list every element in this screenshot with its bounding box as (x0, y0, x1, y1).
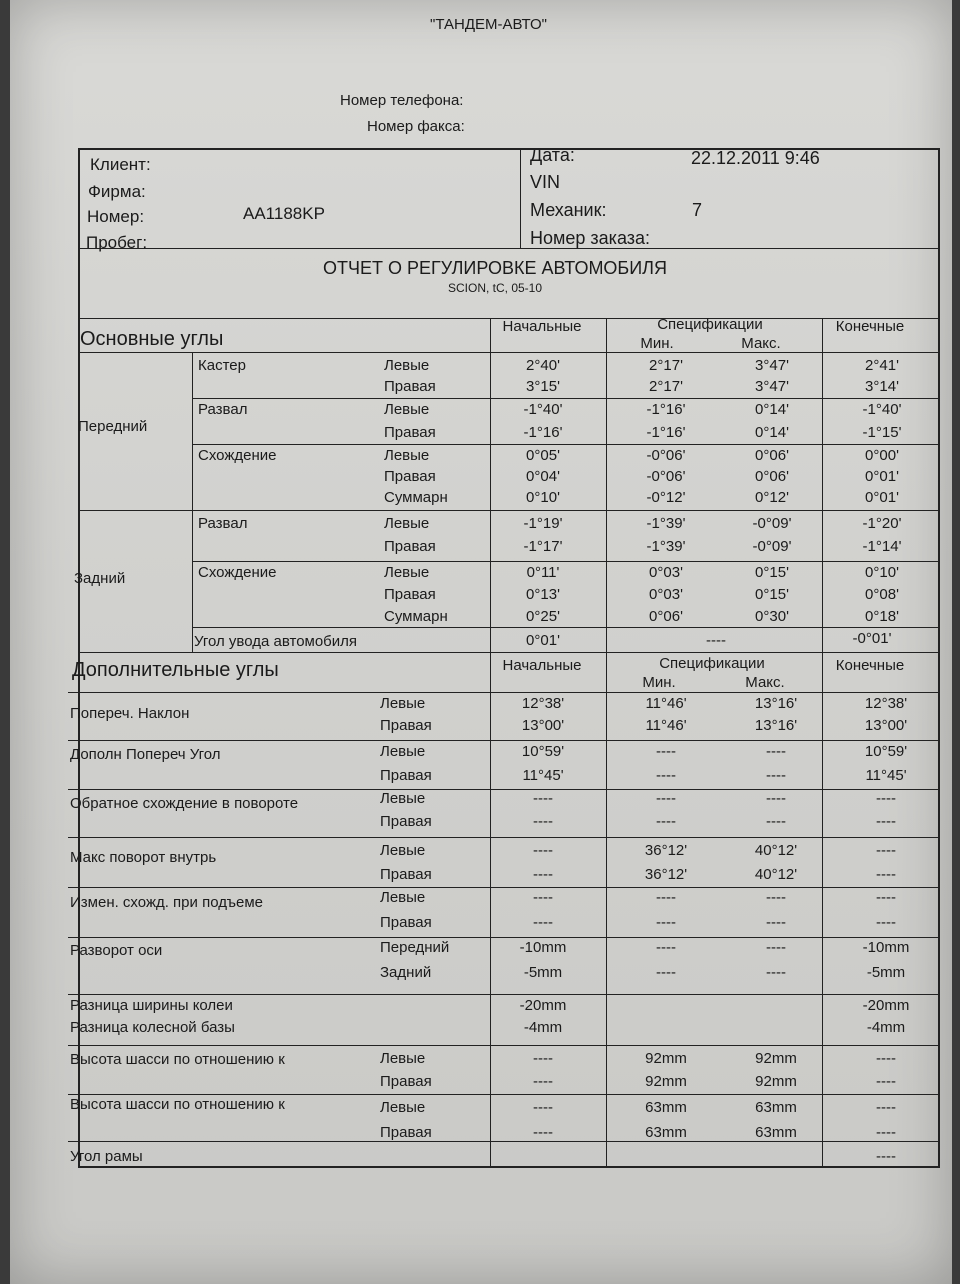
extra-col-spec: Спецификации (659, 655, 765, 672)
divider (78, 652, 940, 653)
initial-value: 10°59' (521, 743, 565, 760)
spec-max-value: 0°14' (755, 401, 789, 418)
spec-min-value: 36°12' (644, 842, 688, 859)
spec-min-value: 0°03' (649, 586, 683, 603)
final-value: 13°00' (864, 717, 908, 734)
client-label: Клиент: (90, 155, 151, 174)
side-label: Правая (380, 717, 432, 734)
extra-col-max: Макс. (745, 674, 785, 691)
initial-value: ---- (533, 1050, 553, 1067)
final-value: ---- (876, 866, 896, 883)
number-label: Номер: (87, 207, 145, 226)
spec-max-value: ---- (766, 964, 786, 981)
side-label: Левые (384, 447, 430, 464)
final-value: -10mm (862, 939, 910, 956)
order-label: Номер заказа: (530, 228, 651, 248)
spec-max-value: 13°16' (754, 695, 798, 712)
side-label: Правая (384, 424, 436, 441)
spec-max-value: 63mm (755, 1099, 797, 1116)
initial-value: -1°16' (523, 424, 563, 441)
initial-value: ---- (533, 866, 553, 883)
thrust-label: Угол увода автомобиля (194, 633, 358, 650)
final-value: 0°01' (865, 468, 899, 485)
spec-max-value: 0°14' (755, 424, 789, 441)
extra-col-min: Мин. (642, 674, 676, 691)
final-value: -20mm (862, 997, 910, 1014)
angle-group-label: Схождение (198, 564, 277, 581)
side-label: Правая (384, 468, 436, 485)
initial-value: -10mm (519, 939, 567, 956)
initial-value: -20mm (519, 997, 567, 1014)
spec-min-value: 2°17' (649, 378, 683, 395)
row-label: Разворот оси (70, 942, 163, 959)
side-label: Правая (380, 914, 432, 931)
side-label: Правая (380, 1124, 432, 1141)
initial-value: ---- (533, 813, 553, 830)
final-value: -1°14' (862, 538, 902, 555)
report-title: ОТЧЕТ О РЕГУЛИРОВКЕ АВТОМОБИЛЯ (322, 258, 668, 278)
final-value: 2°41' (865, 357, 899, 374)
final-value: 3°14' (865, 378, 899, 395)
col-max: Макс. (741, 335, 781, 352)
thrust-spec: ---- (706, 632, 726, 649)
side-label: Задний (380, 964, 432, 981)
final-value: 0°18' (865, 608, 899, 625)
spec-max-value: 0°06' (755, 447, 789, 464)
spec-min-value: -0°06' (646, 468, 686, 485)
side-label: Левые (380, 743, 426, 760)
initial-value: ---- (533, 1124, 553, 1141)
side-label: Левые (380, 1099, 426, 1116)
row-label: Попереч. Наклон (70, 705, 190, 722)
divider (78, 248, 940, 249)
initial-value: -1°19' (523, 515, 563, 532)
initial-value: -1°17' (523, 538, 563, 555)
spec-max-value: 40°12' (754, 866, 798, 883)
angle-group-label: Кастер (198, 357, 246, 374)
spec-min-value: 36°12' (644, 866, 688, 883)
thrust-final: -0°01' (852, 630, 892, 647)
initial-value: 0°10' (526, 489, 560, 506)
firm-label: Фирма: (88, 182, 146, 201)
divider (68, 837, 940, 838)
spec-min-value: ---- (656, 939, 676, 956)
extra-col-initial: Начальные (502, 657, 582, 674)
row-label: Высота шасси по отношению к (70, 1051, 285, 1068)
spec-min-value: -1°16' (646, 401, 686, 418)
date-label: Дата: (530, 145, 575, 165)
spec-min-value: -0°06' (646, 447, 686, 464)
final-value: ---- (876, 842, 896, 859)
divider (68, 1045, 940, 1046)
spec-max-value: -0°09' (752, 515, 792, 532)
spec-min-value: 2°17' (649, 357, 683, 374)
divider (68, 692, 940, 693)
spec-min-value: -1°39' (646, 538, 686, 555)
final-value: ---- (876, 914, 896, 931)
row-label: Угол рамы (70, 1148, 143, 1165)
spec-max-value: 92mm (755, 1073, 797, 1090)
spec-max-value: 0°12' (755, 489, 789, 506)
divider (68, 789, 940, 790)
side-label: Суммарн (384, 608, 448, 625)
angle-group-label: Развал (198, 401, 248, 418)
extra-angles-heading: Дополнительные углы (72, 659, 279, 681)
col-min: Мин. (640, 335, 674, 352)
spec-min-value: 11°46' (645, 717, 687, 734)
spec-min-value: 0°03' (649, 564, 683, 581)
spec-min-value: ---- (656, 964, 676, 981)
side-label: Правая (380, 1073, 432, 1090)
final-value: 0°01' (865, 489, 899, 506)
thrust-initial: 0°01' (526, 632, 560, 649)
spec-min-value: 63mm (645, 1099, 687, 1116)
initial-value: 0°11' (526, 564, 560, 581)
row-label: Дополн Попереч Угол (70, 746, 221, 763)
spec-min-value: 63mm (645, 1124, 687, 1141)
initial-value: 13°00' (521, 717, 565, 734)
spec-min-value: -0°12' (646, 489, 686, 506)
spec-min-value: 92mm (645, 1073, 687, 1090)
spec-min-value: -1°16' (646, 424, 686, 441)
initial-value: -5mm (523, 964, 563, 981)
spec-min-value: ---- (656, 743, 676, 760)
spec-max-value: ---- (766, 914, 786, 931)
spec-min-value: 0°06' (649, 608, 683, 625)
number-value: AA1188KP (243, 204, 325, 223)
final-value: 12°38' (864, 695, 908, 712)
row-label: Разница ширины колеи (70, 997, 233, 1014)
angle-group-label: Развал (198, 515, 248, 532)
initial-value: 0°25' (526, 608, 560, 625)
side-label: Левые (380, 790, 426, 807)
final-value: -5mm (866, 964, 906, 981)
spec-min-value: 11°46' (645, 695, 687, 712)
angle-group-label: Схождение (198, 447, 277, 464)
spec-max-value: ---- (766, 939, 786, 956)
final-value: ---- (876, 889, 896, 906)
spec-max-value: 13°16' (754, 717, 798, 734)
side-label: Левые (384, 401, 430, 418)
spec-max-value: 0°06' (755, 468, 789, 485)
final-value: -1°15' (862, 424, 902, 441)
extra-col-final: Конечные (835, 657, 905, 674)
initial-value: -4mm (523, 1019, 563, 1036)
divider (606, 318, 607, 1168)
side-label: Правая (380, 866, 432, 883)
side-label: Правая (380, 767, 432, 784)
final-value: 0°08' (865, 586, 899, 603)
divider (68, 887, 940, 888)
document-page (10, 0, 952, 1284)
rear-label: Задний (74, 570, 126, 587)
divider (68, 994, 940, 995)
side-label: Левые (384, 515, 430, 532)
initial-value: 12°38' (521, 695, 565, 712)
side-label: Левые (380, 842, 426, 859)
spec-min-value: 92mm (645, 1050, 687, 1067)
initial-value: ---- (533, 889, 553, 906)
spec-max-value: 0°30' (755, 608, 789, 625)
final-value: 0°10' (865, 564, 899, 581)
final-value: 11°45' (865, 767, 907, 784)
mechanic-value: 7 (692, 200, 703, 220)
divider (822, 318, 823, 1168)
col-spec: Спецификации (657, 316, 763, 333)
initial-value: 0°05' (526, 447, 560, 464)
initial-value: ---- (533, 1099, 553, 1116)
side-label: Суммарн (384, 489, 448, 506)
spec-min-value: ---- (656, 889, 676, 906)
final-value: ---- (876, 1099, 896, 1116)
spec-max-value: ---- (766, 790, 786, 807)
phone-label: Номер телефона: (340, 92, 464, 109)
initial-value: ---- (533, 842, 553, 859)
side-label: Левые (384, 564, 430, 581)
divider (78, 352, 940, 353)
spec-min-value: ---- (656, 790, 676, 807)
row-label: Макс поворот внутрь (70, 849, 217, 866)
company-name: "ТАНДЕМ-АВТО" (430, 16, 547, 33)
initial-value: ---- (533, 914, 553, 931)
divider (68, 937, 940, 938)
initial-value: 11°45' (522, 767, 564, 784)
spec-max-value: 63mm (755, 1124, 797, 1141)
client-divider (520, 148, 521, 248)
divider (68, 740, 940, 741)
spec-min-value: -1°39' (646, 515, 686, 532)
spec-min-value: ---- (656, 914, 676, 931)
row-label: Измен. схожд. при подъеме (70, 894, 264, 911)
side-label: Правая (384, 378, 436, 395)
divider (68, 1094, 940, 1095)
initial-value: 2°40' (526, 357, 560, 374)
spec-max-value: 0°15' (755, 564, 789, 581)
fax-label: Номер факса: (367, 118, 465, 135)
spec-max-value: ---- (766, 889, 786, 906)
final-value: -4mm (866, 1019, 906, 1036)
report-subtitle: SCION, tC, 05-10 (447, 281, 543, 295)
row-label: Разница колесной базы (70, 1019, 235, 1036)
final-value: ---- (876, 1148, 896, 1165)
initial-value: -1°40' (523, 401, 563, 418)
final-value: ---- (876, 1050, 896, 1067)
row-label: Высота шасси по отношению к (70, 1096, 285, 1113)
spec-max-value: -0°09' (752, 538, 792, 555)
divider (490, 318, 491, 1168)
final-value: ---- (876, 1124, 896, 1141)
col-initial: Начальные (502, 318, 582, 335)
spec-max-value: 40°12' (754, 842, 798, 859)
spec-max-value: 92mm (755, 1050, 797, 1067)
divider (68, 1141, 940, 1142)
side-label: Правая (380, 813, 432, 830)
side-label: Левые (380, 695, 426, 712)
final-value: ---- (876, 790, 896, 807)
side-label: Правая (384, 538, 436, 555)
final-value: -1°40' (862, 401, 902, 418)
side-label: Передний (380, 939, 450, 956)
mileage-label: Пробег: (86, 233, 148, 252)
spec-max-value: 3°47' (755, 378, 789, 395)
side-label: Левые (380, 1050, 426, 1067)
final-value: ---- (876, 1073, 896, 1090)
date-value: 22.12.2011 9:46 (691, 148, 820, 168)
vin-label: VIN (530, 172, 561, 192)
side-label: Левые (380, 889, 426, 906)
front-label: Передний (78, 418, 148, 435)
row-label: Обратное схождение в повороте (70, 795, 299, 812)
spec-max-value: 0°15' (755, 586, 789, 603)
spec-max-value: ---- (766, 813, 786, 830)
side-label: Правая (384, 586, 436, 603)
divider (192, 444, 940, 445)
spec-max-value: ---- (766, 767, 786, 784)
final-value: -1°20' (862, 515, 902, 532)
mechanic-label: Механик: (530, 200, 607, 220)
final-value: 10°59' (864, 743, 908, 760)
divider (192, 398, 940, 399)
spec-min-value: ---- (656, 767, 676, 784)
initial-value: 0°13' (526, 586, 560, 603)
divider (78, 510, 940, 511)
main-angles-heading: Основные углы (80, 328, 224, 350)
initial-value: 3°15' (526, 378, 560, 395)
divider (192, 627, 940, 628)
spec-max-value: ---- (766, 743, 786, 760)
initial-value: 0°04' (526, 468, 560, 485)
initial-value: ---- (533, 1073, 553, 1090)
divider (192, 561, 940, 562)
divider (192, 352, 193, 652)
col-final: Конечные (835, 318, 905, 335)
final-value: ---- (876, 813, 896, 830)
side-label: Левые (384, 357, 430, 374)
final-value: 0°00' (865, 447, 899, 464)
spec-min-value: ---- (656, 813, 676, 830)
spec-max-value: 3°47' (755, 357, 789, 374)
initial-value: ---- (533, 790, 553, 807)
